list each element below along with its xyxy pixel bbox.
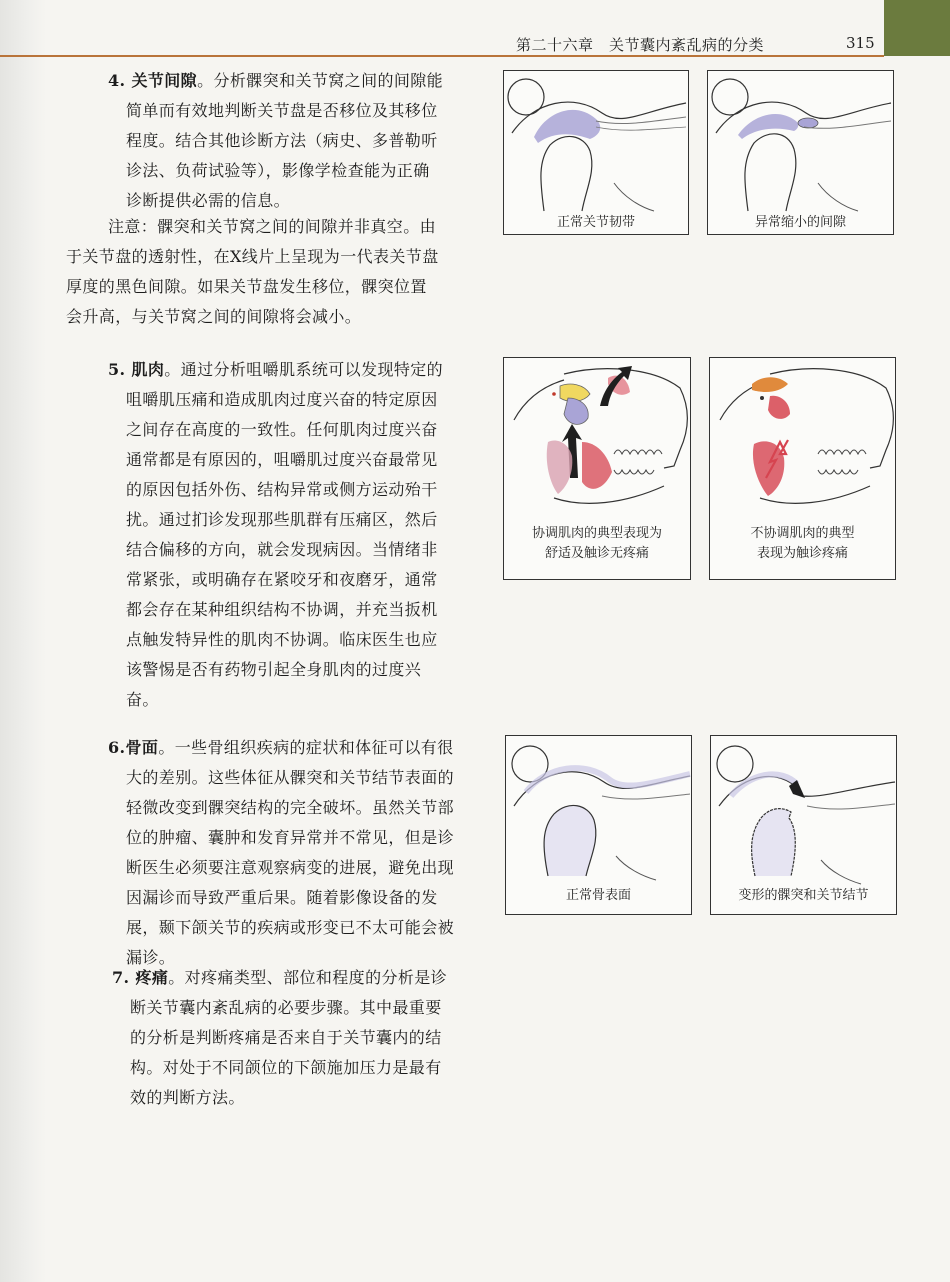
page-number: 315 — [846, 34, 875, 52]
running-head: 第二十六章 关节囊内紊乱病的分类 — [516, 36, 765, 54]
figure-deformed-condyle — [710, 735, 897, 915]
section-title: 7. 疼痛 — [112, 968, 169, 987]
figure-caption — [504, 524, 690, 564]
text-line: 该警惕是否有药物引起全身肌肉的过度兴 — [126, 660, 422, 679]
section-title: 5. 肌肉 — [108, 360, 165, 379]
text-line: 轻微改变到髁突结构的完全破坏。虽然关节部 — [126, 798, 455, 817]
text-line: 诊法、负荷试验等），影像学检查能为正确 — [126, 161, 430, 180]
figure-caption: 正常关节韧带 — [556, 215, 635, 230]
text-line: 诊断提供必需的信息。 — [126, 191, 291, 210]
text-line: 效的判断方法。 — [130, 1088, 245, 1107]
text-line: 程度。结合其他诊断方法（病史、多普勒听 — [126, 131, 438, 150]
text-line: 咀嚼肌压痛和造成肌肉过度兴奋的特定原因 — [126, 390, 438, 409]
note-line: 会升高，与关节窝之间的间隙将会减小。 — [66, 307, 362, 326]
note-line: 于关节盘的透射性，在X线片上呈现为一代表关节盘 — [66, 247, 439, 266]
text-line: 展，颞下颌关节的疾病或形变已不太可能会被 — [126, 918, 455, 937]
text-line: 的原因包括外伤、结构异常或侧方运动殆干 — [126, 480, 438, 499]
section-title: 4. 关节间隙 — [108, 71, 198, 90]
text-line: 奋。 — [126, 690, 159, 709]
figure-uncoordinated-muscle — [709, 357, 896, 580]
tmj-reduced-illustration — [708, 71, 895, 236]
figure-normal-bone — [505, 735, 692, 915]
figure-caption — [710, 524, 895, 564]
section-muscles — [108, 355, 478, 715]
text-line: 位的肿瘤、囊肿和发育异常并不常见，但是诊 — [126, 828, 455, 847]
note-line: 注意：髁突和关节窝之间的间隙并非真空。由 — [108, 217, 437, 236]
page-gutter-shadow — [0, 0, 46, 1282]
text-line: 因漏诊而导致严重后果。随着影像设备的发 — [126, 888, 438, 907]
text-line: 。对疼痛类型、部位和程度的分析是诊 — [168, 968, 448, 987]
section-pain — [112, 963, 482, 1113]
section-bone-surface — [108, 733, 483, 973]
text-line: 点触发特异性的肌肉不协调。临床医生也应 — [126, 630, 438, 649]
header-rule — [0, 55, 884, 57]
text-line: 断医生必须要注意观察病变的进展，避免出现 — [126, 858, 455, 877]
text-line: 。一些骨组织疾病的症状和体征可以有很 — [158, 738, 454, 757]
text-line: 。通过分析咀嚼肌系统可以发现特定的 — [164, 360, 444, 379]
section-title: 6.骨面 — [108, 738, 159, 757]
figure-caption: 正常骨表面 — [565, 888, 631, 903]
section-joint-space-note — [66, 212, 476, 332]
text-line: 通常都是有原因的，咀嚼肌过度兴奋最常见 — [126, 450, 438, 469]
text-line: 扰。通过扪诊发现那些肌群有压痛区，然后 — [126, 510, 438, 529]
caption-line: 表现为触诊疼痛 — [756, 546, 848, 561]
caption-line: 舒适及触诊无疼痛 — [544, 546, 649, 561]
note-line: 厚度的黑色间隙。如果关节盘发生移位，髁突位置 — [66, 277, 427, 296]
figure-coordinated-muscle — [503, 357, 691, 580]
text-line: 的分析是判断疼痛是否来自于关节囊内的结 — [130, 1028, 442, 1047]
text-line: 结合偏移的方向，就会发现病因。当情绪非 — [126, 540, 438, 559]
text-line: 都会存在某种组织结构不协调，并充当扳机 — [126, 600, 438, 619]
text-line: 大的差别。这些体征从髁突和关节结节表面的 — [126, 768, 455, 787]
text-line: 。分析髁突和关节窝之间的间隙能 — [197, 71, 444, 90]
figure-normal-ligament — [503, 70, 689, 235]
chapter-corner-tab — [884, 0, 950, 56]
caption-line: 不协调肌肉的典型 — [750, 526, 855, 541]
figure-caption: 变形的髁突和关节结节 — [738, 888, 869, 903]
text-line: 之间存在高度的一致性。任何肌肉过度兴奋 — [126, 420, 438, 439]
text-line: 构。对处于不同颌位的下颌施加压力是最有 — [130, 1058, 442, 1077]
figure-reduced-space — [707, 70, 894, 235]
text-line: 常紧张，或明确存在紧咬牙和夜磨牙，通常 — [126, 570, 438, 589]
text-line: 漏诊。 — [126, 948, 176, 967]
section-joint-space — [108, 66, 478, 216]
figure-caption: 异常缩小的间隙 — [754, 215, 846, 230]
caption-line: 协调肌肉的典型表现为 — [531, 526, 662, 541]
tmj-normal-illustration — [504, 71, 690, 236]
text-line: 简单而有效地判断关节盘是否移位及其移位 — [126, 101, 438, 120]
text-line: 断关节囊内紊乱病的必要步骤。其中最重要 — [130, 998, 442, 1017]
